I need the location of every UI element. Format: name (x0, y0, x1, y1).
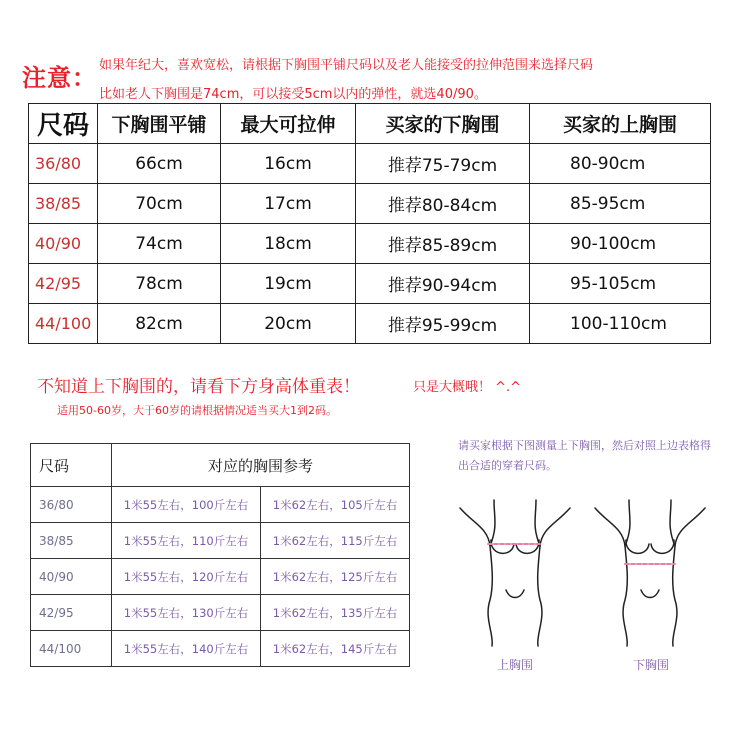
cell-underbust-flat: 82cm (98, 304, 221, 344)
breast-outline (491, 540, 514, 553)
header-size: 尺码 (29, 104, 98, 144)
lower-bust-figure (585, 488, 715, 648)
ref-cell-162: 1米62左右，125斤左右 (261, 559, 410, 595)
figure-outline (595, 508, 627, 646)
cell-buyer-bust: 100-110cm (530, 304, 711, 344)
figure-outline (538, 508, 570, 646)
cell-buyer-bust: 95-105cm (530, 264, 711, 304)
breast-outline (651, 540, 674, 553)
cell-max-stretch: 17cm (221, 184, 356, 224)
cell-buyer-underbust: 推荐80-84cm (356, 184, 530, 224)
figure-outline (670, 500, 675, 546)
ref-cell-155: 1米55左右，130斤左右 (112, 595, 261, 631)
ref-cell-155: 1米55左右，120斤左右 (112, 559, 261, 595)
cell-max-stretch: 16cm (221, 144, 356, 184)
lower-bust-label: 下胸围 (633, 658, 670, 672)
header-buyer-underbust: 买家的下胸围 (356, 104, 530, 144)
header-buyer-bust: 买家的上胸围 (530, 104, 711, 144)
figure-outline (460, 508, 492, 646)
ref-cell-size: 42/95 (31, 595, 112, 631)
figure-outline (641, 590, 659, 598)
figure-outline (673, 508, 705, 646)
ref-cell-162: 1米62左右，135斤左右 (261, 595, 410, 631)
tip-age-note: 适用50-60岁，大于60岁的请根据情况适当买大1到2码。 (57, 404, 337, 417)
header-max-stretch: 最大可拉伸 (221, 104, 356, 144)
ref-cell-size: 38/85 (31, 523, 112, 559)
notice-text-line-2: 比如老人下胸围是74cm，可以接受5cm以内的弹性，就选40/90。 (99, 87, 487, 102)
figure-outline (506, 590, 524, 598)
cell-size: 44/100 (29, 304, 98, 344)
ref-cell-162: 1米62左右，115斤左右 (261, 523, 410, 559)
size-row (29, 304, 711, 344)
cell-max-stretch: 19cm (221, 264, 356, 304)
upper-bust-figure (450, 488, 580, 648)
cell-underbust-flat: 70cm (98, 184, 221, 224)
cell-underbust-flat: 66cm (98, 144, 221, 184)
cell-max-stretch: 18cm (221, 224, 356, 264)
figure-outline (490, 500, 495, 546)
ref-row (31, 631, 410, 667)
ref-cell-size: 36/80 (31, 487, 112, 523)
size-row (29, 184, 711, 224)
size-row (29, 224, 711, 264)
notice-text-line-1: 如果年纪大，喜欢宽松，请根据下胸围平铺尺码以及老人能接受的拉伸范围来选择尺码 (99, 58, 594, 73)
breast-outline (626, 540, 649, 553)
cell-size: 38/85 (29, 184, 98, 224)
figure-outline (535, 500, 540, 546)
breast-outline (516, 540, 539, 553)
cell-buyer-bust: 90-100cm (530, 224, 711, 264)
height-weight-reference-table (30, 443, 410, 667)
header-underbust-flat: 下胸围平铺 (98, 104, 221, 144)
cell-buyer-underbust: 推荐95-99cm (356, 304, 530, 344)
size-chart-header-row (29, 104, 711, 144)
notice-label: 注意： (22, 64, 97, 92)
ref-cell-155: 1米55左右，140斤左右 (112, 631, 261, 667)
ref-header-size: 尺码 (31, 444, 112, 487)
cell-buyer-bust: 85-95cm (530, 184, 711, 224)
cell-size: 42/95 (29, 264, 98, 304)
cell-underbust-flat: 74cm (98, 224, 221, 264)
ref-row (31, 487, 410, 523)
ref-cell-162: 1米62左右，105斤左右 (261, 487, 410, 523)
tip-heading: 不知道上下胸围的，请看下方身高体重表！ (37, 377, 360, 397)
cell-buyer-underbust: 推荐90-94cm (356, 264, 530, 304)
cell-size: 36/80 (29, 144, 98, 184)
size-chart-table (28, 103, 711, 344)
size-row (29, 144, 711, 184)
figure-outline (625, 500, 630, 546)
ref-cell-155: 1米55左右，110斤左右 (112, 523, 261, 559)
cell-size: 40/90 (29, 224, 98, 264)
ref-row (31, 523, 410, 559)
cell-buyer-bust: 80-90cm (530, 144, 711, 184)
ref-cell-size: 44/100 (31, 631, 112, 667)
upper-bust-label: 上胸围 (497, 658, 534, 672)
cell-buyer-underbust: 推荐85-89cm (356, 224, 530, 264)
cell-buyer-underbust: 推荐75-79cm (356, 144, 530, 184)
cell-underbust-flat: 78cm (98, 264, 221, 304)
size-row (29, 264, 711, 304)
ref-cell-155: 1米55左右，100斤左右 (112, 487, 261, 523)
ref-row (31, 595, 410, 631)
ref-cell-162: 1米62左右，145斤左右 (261, 631, 410, 667)
cell-max-stretch: 20cm (221, 304, 356, 344)
ref-cell-size: 40/90 (31, 559, 112, 595)
measure-instruction: 请买家根据下图测量上下胸围，然后对照上边表格得出合适的穿着尺码。 (458, 439, 711, 472)
ref-row (31, 559, 410, 595)
ref-header-reference: 对应的胸围参考 (112, 444, 410, 487)
tip-approximate-note: 只是大概哦！ ^.^ (413, 380, 522, 395)
ref-header-row (31, 444, 410, 487)
